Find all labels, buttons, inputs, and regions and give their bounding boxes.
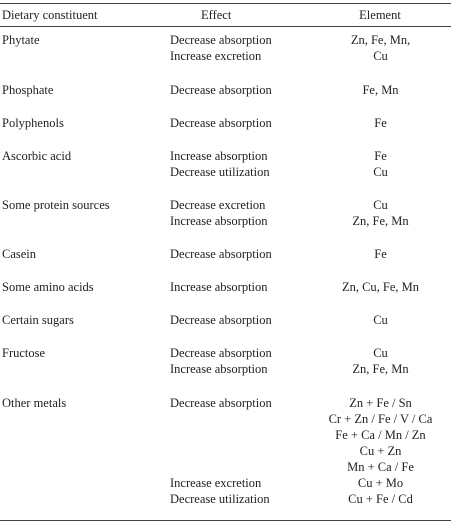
effect-text: Decrease utilization xyxy=(170,492,270,506)
effect-text xyxy=(170,411,272,427)
effect-text xyxy=(170,427,272,443)
element-text: Fe xyxy=(374,116,387,130)
element-text: Mn + Ca / Fe xyxy=(347,460,414,474)
element-cell xyxy=(310,148,451,180)
effect-text: Decrease absorption xyxy=(170,346,272,360)
element-cell xyxy=(310,395,451,507)
dietary-constituent-cell xyxy=(2,395,66,411)
effect-text: Increase excretion xyxy=(170,476,262,490)
element-text: Cu xyxy=(373,49,388,63)
constituent-text: Other metals xyxy=(2,396,67,410)
effect-cell xyxy=(170,82,272,98)
element-cell xyxy=(310,197,451,229)
element-text: Zn, Fe, Mn xyxy=(352,214,409,228)
element-text: Fe, Mn xyxy=(362,83,399,97)
dietary-constituent-cell xyxy=(2,279,94,295)
effect-cell xyxy=(170,148,270,180)
constituent-text: Ascorbic acid xyxy=(2,149,72,163)
table-top-rule xyxy=(0,3,451,4)
effect-cell xyxy=(170,197,268,229)
constituent-text: Certain sugars xyxy=(2,313,74,327)
element-text: Zn, Fe, Mn xyxy=(352,362,409,376)
effect-text: Increase absorption xyxy=(170,362,268,376)
effect-text: Increase absorption xyxy=(170,149,268,163)
table-bottom-rule xyxy=(0,520,451,521)
element-cell xyxy=(310,82,451,98)
effect-text: Decrease utilization xyxy=(170,165,270,179)
element-text: Cu xyxy=(373,313,388,327)
effect-text: Decrease absorption xyxy=(170,116,272,130)
effect-text xyxy=(170,443,272,459)
effect-cell xyxy=(170,279,268,295)
element-text: Zn + Fe / Sn xyxy=(349,396,412,410)
effect-cell xyxy=(170,246,272,262)
effect-cell xyxy=(170,312,272,328)
element-text: Fe + Ca / Mn / Zn xyxy=(335,428,426,442)
header-rule xyxy=(0,26,451,27)
effect-text: Decrease absorption xyxy=(170,396,272,410)
element-cell xyxy=(310,279,451,295)
constituent-text: Phytate xyxy=(2,33,40,47)
element-text: Zn, Fe, Mn, xyxy=(350,33,411,47)
element-text: Cu xyxy=(373,198,388,212)
element-text: Cu + Zn xyxy=(359,444,402,458)
constituent-text: Fructose xyxy=(2,346,46,360)
element-cell xyxy=(310,345,451,377)
effect-text: Decrease absorption xyxy=(170,83,272,97)
effect-text: Increase absorption xyxy=(170,214,268,228)
constituent-text: Polyphenols xyxy=(2,116,64,130)
element-text: Cu xyxy=(373,165,388,179)
element-text: Cu + Fe / Cd xyxy=(348,492,413,506)
dietary-constituent-cell xyxy=(2,82,53,98)
effect-cell xyxy=(170,395,272,507)
element-text: Cu xyxy=(373,346,388,360)
header-dietary-constituent: Dietary constituent xyxy=(2,8,98,22)
effect-text: Decrease absorption xyxy=(170,247,272,261)
element-text: Fe xyxy=(374,247,387,261)
element-cell xyxy=(310,246,451,262)
effect-cell xyxy=(170,345,272,377)
element-cell xyxy=(310,32,451,64)
effect-text xyxy=(170,459,272,475)
constituent-text: Some amino acids xyxy=(2,280,94,294)
dietary-constituent-cell xyxy=(2,312,74,328)
dietary-constituent-cell xyxy=(2,246,36,262)
dietary-constituent-cell xyxy=(2,148,71,164)
effect-cell xyxy=(170,32,272,64)
header-effect: Effect xyxy=(201,8,232,22)
effect-text: Increase absorption xyxy=(170,280,268,294)
effect-text: Decrease excretion xyxy=(170,198,266,212)
element-text: Cr + Zn / Fe / V / Ca xyxy=(328,412,433,426)
dietary-constituent-cell xyxy=(2,115,64,131)
constituent-text: Phosphate xyxy=(2,83,54,97)
effect-text: Decrease absorption xyxy=(170,313,272,327)
dietary-constituent-cell xyxy=(2,197,110,213)
effect-text: Decrease absorption xyxy=(170,33,272,47)
dietary-constituent-cell xyxy=(2,32,40,48)
dietary-constituent-cell xyxy=(2,345,45,361)
header-element: Element xyxy=(359,8,401,22)
element-text: Cu + Mo xyxy=(357,476,404,490)
constituent-text: Casein xyxy=(2,247,37,261)
element-text: Zn, Cu, Fe, Mn xyxy=(341,280,420,294)
constituent-text: Some protein sources xyxy=(2,198,110,212)
effect-cell xyxy=(170,115,272,131)
element-cell xyxy=(310,115,451,131)
element-text: Fe xyxy=(374,149,387,163)
element-cell xyxy=(310,312,451,328)
effect-text: Increase excretion xyxy=(170,49,262,63)
